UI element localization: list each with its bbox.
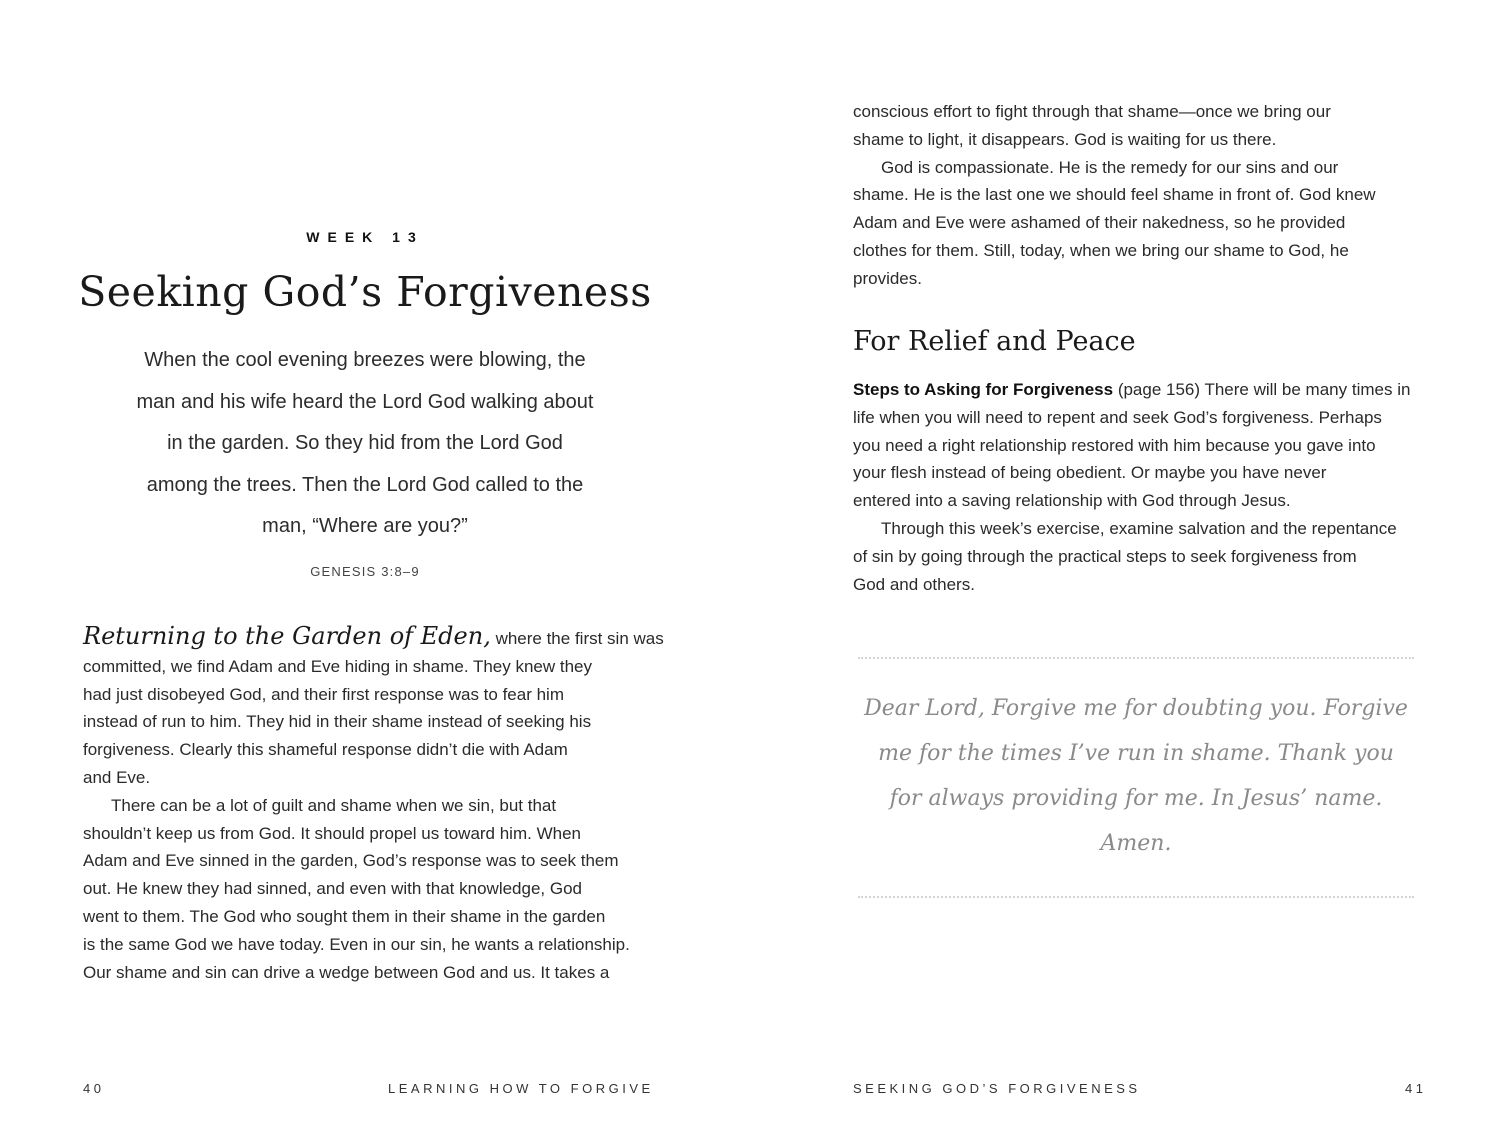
paragraph-line: instead of run to him. They hid in their shame instead of seeking his xyxy=(83,712,592,732)
paragraph-line: went to them. The God who sought them in their shame in the garden xyxy=(83,906,606,926)
prayer-line: Dear Lord, Forgive me for doubting you. Forgive xyxy=(864,696,1408,721)
right-body-text-bottom xyxy=(853,376,1453,598)
paragraph-line: entered into a saving relationship with God through Jesus. xyxy=(853,491,1291,511)
paragraph-line: shame. He is the last one we should feel shame in front of. God knew xyxy=(853,185,1376,205)
paragraph-line: God is compassionate. He is the remedy for our sins and our xyxy=(881,157,1339,177)
paragraph-line: God and others. xyxy=(853,574,975,594)
chapter-title: Seeking God’s Forgiveness xyxy=(78,268,652,316)
paragraph-line: your flesh instead of being obedient. Or maybe you have never xyxy=(853,463,1327,483)
paragraph-line: is the same God we have today. Even in our sin, he wants a relationship. xyxy=(83,934,630,954)
prayer-block xyxy=(853,686,1419,866)
paragraph-line xyxy=(853,376,1453,404)
verse-line: among the trees. Then the Lord God called to the xyxy=(146,473,584,496)
page-number-left: 40 xyxy=(83,1081,105,1096)
prayer-line: Amen. xyxy=(1100,831,1172,856)
verse-line: man and his wife heard the Lord God walking about xyxy=(136,390,594,413)
verse-line: man, “Where are you?” xyxy=(262,515,468,538)
left-body-text xyxy=(83,623,683,986)
paragraph-line: conscious effort to fight through that shame—once we bring our xyxy=(853,102,1331,121)
page-number-right: 41 xyxy=(1405,1081,1427,1096)
prayer-line: me for the times I’ve run in shame. Thank you xyxy=(878,741,1394,766)
paragraph-line: forgiveness. Clearly this shameful response didn’t die with Adam xyxy=(83,740,568,760)
verse-line: When the cool evening breezes were blowing, the xyxy=(144,349,586,371)
right-page xyxy=(750,0,1500,1124)
prayer-divider-top xyxy=(858,657,1414,659)
paragraph-line: out. He knew they had sinned, and even with that knowledge, God xyxy=(83,879,582,899)
paragraph-line-rest: (page 156) There will be many times in xyxy=(1113,380,1411,399)
paragraph-line: shouldn’t keep us from God. It should propel us toward him. When xyxy=(83,823,581,843)
paragraph-line-rest: where the first sin was xyxy=(495,629,664,648)
paragraph-line: you need a right relationship restored with him because you gave into xyxy=(853,435,1376,455)
paragraph-line xyxy=(83,623,683,653)
week-label: WEEK 13 xyxy=(306,229,424,245)
scripture-quote xyxy=(110,340,620,548)
exercise-name: Steps to Asking for Forgiveness xyxy=(853,380,1114,399)
paragraph-line: Adam and Eve were ashamed of their nakedness, so he provided xyxy=(853,213,1346,233)
paragraph-line: of sin by going through the practical steps to seek forgiveness from xyxy=(853,546,1357,566)
running-footer-left: LEARNING HOW TO FORGIVE xyxy=(388,1081,654,1096)
prayer-divider-bottom xyxy=(858,896,1414,898)
paragraph-line: committed, we find Adam and Eve hiding in shame. They knew they xyxy=(83,656,593,676)
scripture-reference: GENESIS 3:8–9 xyxy=(310,564,420,579)
right-body-text-top xyxy=(853,98,1453,293)
verse-line: in the garden. So they hid from the Lord God xyxy=(167,432,563,455)
section-subheading: For Relief and Peace xyxy=(853,326,1136,357)
running-footer-right: SEEKING GOD’S FORGIVENESS xyxy=(853,1081,1141,1096)
lead-in-phrase: Returning to the Garden of Eden, xyxy=(83,622,491,650)
paragraph-line: clothes for them. Still, today, when we bring our shame to God, he xyxy=(853,240,1349,260)
paragraph-line: Adam and Eve sinned in the garden, God’s response was to seek them xyxy=(83,851,619,871)
paragraph-line: had just disobeyed God, and their first response was to fear him xyxy=(83,684,564,704)
paragraph-line: provides. xyxy=(853,268,922,288)
paragraph-line: life when you will need to repent and seek God’s forgiveness. Perhaps xyxy=(853,407,1382,427)
paragraph-line: Our shame and sin can drive a wedge between God and us. It takes a xyxy=(83,962,610,982)
paragraph-line: and Eve. xyxy=(83,767,151,787)
paragraph-line: Through this week’s exercise, examine salvation and the repentance xyxy=(881,518,1397,538)
paragraph-line: There can be a lot of guilt and shame when we sin, but that xyxy=(111,795,557,815)
paragraph-line: shame to light, it disappears. God is waiting for us there. xyxy=(853,129,1277,149)
prayer-line: for always providing for me. In Jesus’ name. xyxy=(889,786,1383,811)
